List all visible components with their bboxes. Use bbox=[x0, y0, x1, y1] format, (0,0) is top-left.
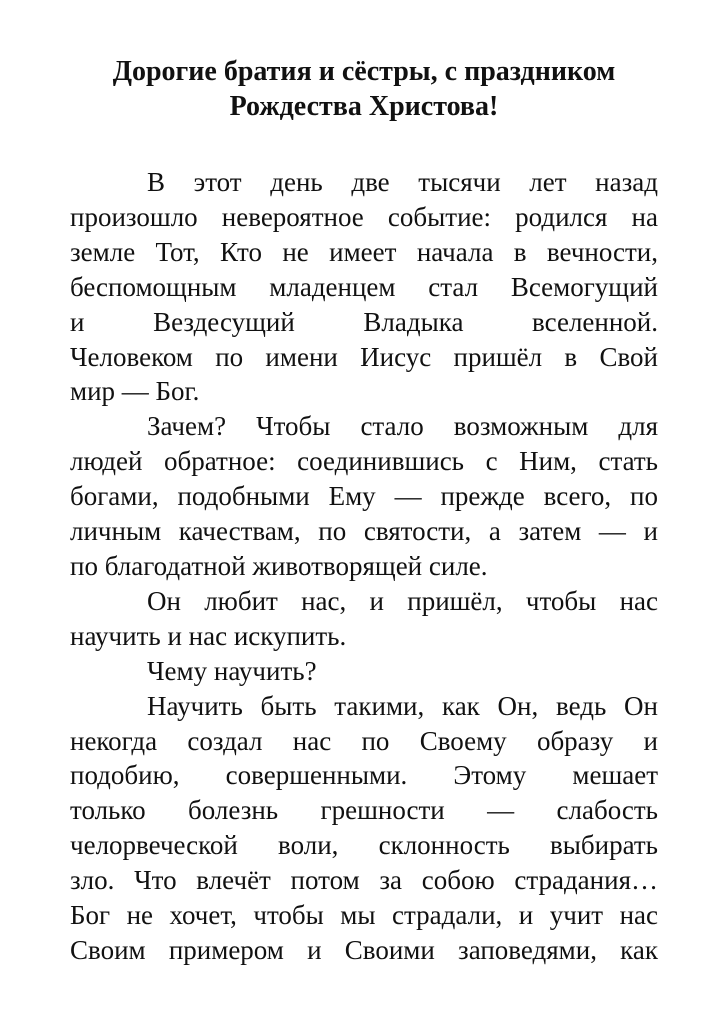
text-line: личным качествам, по святости, а затем — и bbox=[70, 516, 658, 547]
paragraph-4 bbox=[70, 654, 658, 689]
text-line: и Вездесущий Владыка вселенной. bbox=[70, 306, 658, 337]
text-line: Чему научить? bbox=[147, 655, 317, 686]
document-page bbox=[70, 54, 658, 968]
text-line: подобию, совершенными. Этому мешает bbox=[70, 760, 658, 791]
paragraph-5 bbox=[70, 689, 658, 968]
text-line: богами, подобными Ему — прежде всего, по bbox=[70, 481, 658, 512]
text-line: по благодатной животворящей силе. bbox=[70, 550, 488, 581]
paragraph-3 bbox=[70, 584, 658, 654]
text-line: Зачем? Чтобы стало возможным для bbox=[147, 411, 658, 442]
text-line: Человеком по имени Иисус пришёл в Свой bbox=[70, 341, 658, 372]
document-body bbox=[70, 165, 658, 968]
text-line: земле Тот, Кто не имеет начала в вечности, bbox=[70, 236, 658, 267]
text-line: Своим примером и Своими заповедями, как bbox=[70, 934, 658, 965]
text-line: научить и нас искупить. bbox=[70, 620, 347, 651]
text-line: мир — Бог. bbox=[70, 376, 200, 407]
text-line: Бог не хочет, чтобы мы страдали, и учит нас bbox=[70, 900, 658, 931]
text-line: зло. Что влечёт потом за собою страдания… bbox=[70, 865, 658, 896]
paragraph-1 bbox=[70, 165, 658, 409]
title-line: Рождества Христова! bbox=[229, 91, 499, 122]
text-line: людей обратное: соединившись с Ним, стать bbox=[70, 446, 658, 477]
text-line: челорвеческой воли, склонность выбирать bbox=[70, 830, 658, 861]
text-line: Научить быть такими, как Он, ведь Он bbox=[147, 690, 658, 721]
text-line: произошло невероятное событие: родился на bbox=[70, 201, 658, 232]
document-title bbox=[70, 54, 658, 124]
paragraph-2 bbox=[70, 409, 658, 584]
text-line: некогда создал нас по Своему образу и bbox=[70, 725, 658, 756]
text-line: Он любит нас, и пришёл, чтобы нас bbox=[147, 585, 658, 616]
title-line: Дорогие братия и сёстры, с праздником bbox=[112, 56, 616, 87]
text-line: В этот день две тысячи лет назад bbox=[147, 167, 658, 197]
text-line: только болезнь грешности — слабость bbox=[70, 795, 658, 826]
text-line: беспомощным младенцем стал Всемогущий bbox=[70, 271, 658, 302]
